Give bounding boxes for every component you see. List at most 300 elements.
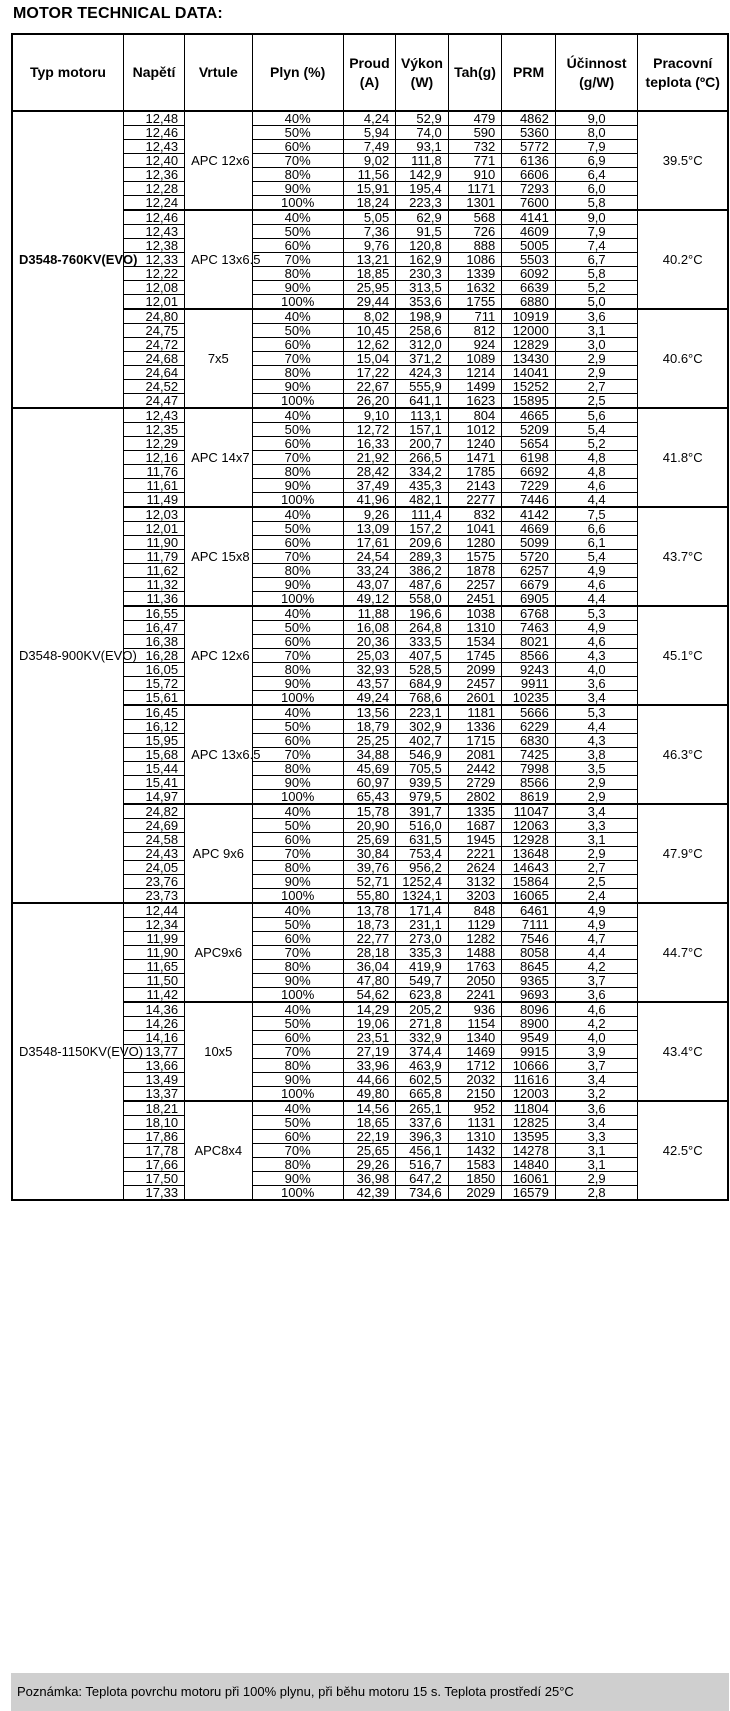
power-cell: 371,2: [396, 352, 449, 366]
rpm-cell: 4609: [502, 225, 556, 239]
efficiency-cell: 3,6: [555, 309, 638, 324]
thrust-cell: 1131: [448, 1116, 502, 1130]
throttle-cell: 60%: [252, 140, 343, 154]
current-cell: 15,04: [343, 352, 396, 366]
efficiency-cell: 4,8: [555, 451, 638, 465]
propeller-cell: APC 14x7: [185, 408, 253, 507]
throttle-cell: 40%: [252, 1101, 343, 1116]
header-efficiency: Účinnost (g/W): [555, 34, 638, 111]
thrust-cell: 1336: [448, 720, 502, 734]
power-cell: 273,0: [396, 932, 449, 946]
current-cell: 12,72: [343, 423, 396, 437]
thrust-cell: 1340: [448, 1031, 502, 1045]
current-cell: 55,80: [343, 889, 396, 904]
current-cell: 18,24: [343, 196, 396, 211]
voltage-cell: 12,35: [123, 423, 184, 437]
power-cell: 196,6: [396, 606, 449, 621]
throttle-cell: 70%: [252, 451, 343, 465]
efficiency-cell: 2,9: [555, 847, 638, 861]
rpm-cell: 6257: [502, 564, 556, 578]
rpm-cell: 14278: [502, 1144, 556, 1158]
power-cell: 391,7: [396, 804, 449, 819]
current-cell: 25,65: [343, 1144, 396, 1158]
rpm-cell: 9243: [502, 663, 556, 677]
thrust-cell: 1469: [448, 1045, 502, 1059]
voltage-cell: 24,69: [123, 819, 184, 833]
thrust-cell: 590: [448, 126, 502, 140]
power-cell: 386,2: [396, 564, 449, 578]
voltage-cell: 17,66: [123, 1158, 184, 1172]
thrust-cell: 2050: [448, 974, 502, 988]
voltage-cell: 11,50: [123, 974, 184, 988]
power-cell: 939,5: [396, 776, 449, 790]
throttle-cell: 100%: [252, 394, 343, 409]
power-cell: 111,8: [396, 154, 449, 168]
power-cell: 62,9: [396, 210, 449, 225]
throttle-cell: 60%: [252, 932, 343, 946]
power-cell: 332,9: [396, 1031, 449, 1045]
propeller-cell: 7x5: [185, 309, 253, 408]
table-row: [12, 111, 728, 126]
efficiency-cell: 5,6: [555, 408, 638, 423]
power-cell: 171,4: [396, 903, 449, 918]
thrust-cell: 3132: [448, 875, 502, 889]
current-cell: 25,03: [343, 649, 396, 663]
current-cell: 32,93: [343, 663, 396, 677]
page-title: MOTOR TECHNICAL DATA:: [13, 5, 223, 22]
throttle-cell: 50%: [252, 1017, 343, 1031]
throttle-cell: 100%: [252, 1186, 343, 1201]
voltage-cell: 12,38: [123, 239, 184, 253]
throttle-cell: 70%: [252, 847, 343, 861]
header-current: Proud (A): [343, 34, 396, 111]
throttle-cell: 70%: [252, 649, 343, 663]
current-cell: 7,36: [343, 225, 396, 239]
thrust-cell: 1280: [448, 536, 502, 550]
efficiency-cell: 2,5: [555, 875, 638, 889]
thrust-cell: 2241: [448, 988, 502, 1003]
power-cell: 198,9: [396, 309, 449, 324]
power-cell: 264,8: [396, 621, 449, 635]
voltage-cell: 12,08: [123, 281, 184, 295]
throttle-cell: 80%: [252, 564, 343, 578]
power-cell: 157,1: [396, 423, 449, 437]
efficiency-cell: 4,4: [555, 493, 638, 508]
power-cell: 979,5: [396, 790, 449, 805]
voltage-cell: 23,76: [123, 875, 184, 889]
voltage-cell: 16,47: [123, 621, 184, 635]
throttle-cell: 50%: [252, 819, 343, 833]
power-cell: 528,5: [396, 663, 449, 677]
power-cell: 407,5: [396, 649, 449, 663]
thrust-cell: 1785: [448, 465, 502, 479]
efficiency-cell: 7,4: [555, 239, 638, 253]
efficiency-cell: 3,5: [555, 762, 638, 776]
power-cell: 313,5: [396, 281, 449, 295]
current-cell: 11,56: [343, 168, 396, 182]
power-cell: 209,6: [396, 536, 449, 550]
voltage-cell: 18,21: [123, 1101, 184, 1116]
efficiency-cell: 4,0: [555, 663, 638, 677]
current-cell: 36,98: [343, 1172, 396, 1186]
thrust-cell: 2032: [448, 1073, 502, 1087]
current-cell: 37,49: [343, 479, 396, 493]
efficiency-cell: 2,9: [555, 776, 638, 790]
thrust-cell: 479: [448, 111, 502, 126]
current-cell: 13,78: [343, 903, 396, 918]
power-cell: 463,9: [396, 1059, 449, 1073]
header-thrust: Tah(g): [448, 34, 502, 111]
throttle-cell: 90%: [252, 677, 343, 691]
voltage-cell: 24,43: [123, 847, 184, 861]
throttle-cell: 50%: [252, 126, 343, 140]
power-cell: 120,8: [396, 239, 449, 253]
current-cell: 22,19: [343, 1130, 396, 1144]
rpm-cell: 8619: [502, 790, 556, 805]
rpm-cell: 8900: [502, 1017, 556, 1031]
efficiency-cell: 3,3: [555, 819, 638, 833]
rpm-cell: 6905: [502, 592, 556, 607]
power-cell: 353,6: [396, 295, 449, 310]
throttle-cell: 80%: [252, 861, 343, 875]
voltage-cell: 11,36: [123, 592, 184, 607]
rpm-cell: 5720: [502, 550, 556, 564]
throttle-cell: 100%: [252, 691, 343, 706]
efficiency-cell: 3,7: [555, 974, 638, 988]
efficiency-cell: 4,9: [555, 564, 638, 578]
current-cell: 22,67: [343, 380, 396, 394]
temperature-cell: 44.7°C: [638, 903, 728, 1002]
rpm-cell: 7463: [502, 621, 556, 635]
power-cell: 631,5: [396, 833, 449, 847]
throttle-cell: 60%: [252, 437, 343, 451]
voltage-cell: 24,75: [123, 324, 184, 338]
efficiency-cell: 3,4: [555, 1116, 638, 1130]
efficiency-cell: 3,1: [555, 324, 638, 338]
efficiency-cell: 9,0: [555, 210, 638, 225]
efficiency-cell: 3,4: [555, 1073, 638, 1087]
header-motor-type: Typ motoru: [12, 34, 123, 111]
thrust-cell: 1041: [448, 522, 502, 536]
throttle-cell: 70%: [252, 1045, 343, 1059]
throttle-cell: 40%: [252, 507, 343, 522]
voltage-cell: 24,58: [123, 833, 184, 847]
throttle-cell: 40%: [252, 606, 343, 621]
efficiency-cell: 4,6: [555, 578, 638, 592]
current-cell: 16,33: [343, 437, 396, 451]
voltage-cell: 15,68: [123, 748, 184, 762]
rpm-cell: 10666: [502, 1059, 556, 1073]
motor-data-table: [11, 33, 729, 1201]
thrust-cell: 952: [448, 1101, 502, 1116]
throttle-cell: 70%: [252, 253, 343, 267]
temperature-cell: 46.3°C: [638, 705, 728, 804]
efficiency-cell: 4,8: [555, 465, 638, 479]
efficiency-cell: 6,7: [555, 253, 638, 267]
voltage-cell: 12,48: [123, 111, 184, 126]
voltage-cell: 13,49: [123, 1073, 184, 1087]
current-cell: 65,43: [343, 790, 396, 805]
thrust-cell: 1089: [448, 352, 502, 366]
thrust-cell: 711: [448, 309, 502, 324]
current-cell: 29,44: [343, 295, 396, 310]
voltage-cell: 17,33: [123, 1186, 184, 1201]
voltage-cell: 11,61: [123, 479, 184, 493]
current-cell: 7,49: [343, 140, 396, 154]
current-cell: 17,61: [343, 536, 396, 550]
efficiency-cell: 2,4: [555, 889, 638, 904]
current-cell: 10,45: [343, 324, 396, 338]
efficiency-cell: 5,8: [555, 196, 638, 211]
efficiency-cell: 5,0: [555, 295, 638, 310]
efficiency-cell: 3,6: [555, 988, 638, 1003]
voltage-cell: 12,46: [123, 210, 184, 225]
power-cell: 200,7: [396, 437, 449, 451]
power-cell: 1252,4: [396, 875, 449, 889]
throttle-cell: 40%: [252, 111, 343, 126]
rpm-cell: 11047: [502, 804, 556, 819]
thrust-cell: 1301: [448, 196, 502, 211]
voltage-cell: 12,22: [123, 267, 184, 281]
efficiency-cell: 5,8: [555, 267, 638, 281]
power-cell: 424,3: [396, 366, 449, 380]
throttle-cell: 100%: [252, 1087, 343, 1102]
voltage-cell: 14,16: [123, 1031, 184, 1045]
voltage-cell: 24,47: [123, 394, 184, 409]
efficiency-cell: 6,4: [555, 168, 638, 182]
rpm-cell: 5503: [502, 253, 556, 267]
rpm-cell: 9915: [502, 1045, 556, 1059]
throttle-cell: 90%: [252, 479, 343, 493]
power-cell: 396,3: [396, 1130, 449, 1144]
voltage-cell: 16,05: [123, 663, 184, 677]
current-cell: 49,24: [343, 691, 396, 706]
thrust-cell: 2029: [448, 1186, 502, 1201]
efficiency-cell: 4,4: [555, 592, 638, 607]
voltage-cell: 12,29: [123, 437, 184, 451]
efficiency-cell: 2,9: [555, 1172, 638, 1186]
efficiency-cell: 3,3: [555, 1130, 638, 1144]
power-cell: 516,0: [396, 819, 449, 833]
motor-type-cell: D3548-900KV(EVO): [12, 408, 123, 903]
rpm-cell: 8021: [502, 635, 556, 649]
thrust-cell: 910: [448, 168, 502, 182]
throttle-cell: 90%: [252, 776, 343, 790]
rpm-cell: 6461: [502, 903, 556, 918]
throttle-cell: 90%: [252, 1073, 343, 1087]
current-cell: 15,91: [343, 182, 396, 196]
efficiency-cell: 4,9: [555, 621, 638, 635]
current-cell: 25,95: [343, 281, 396, 295]
current-cell: 5,05: [343, 210, 396, 225]
throttle-cell: 90%: [252, 182, 343, 196]
rpm-cell: 12003: [502, 1087, 556, 1102]
throttle-cell: 80%: [252, 1158, 343, 1172]
throttle-cell: 50%: [252, 225, 343, 239]
throttle-cell: 60%: [252, 1130, 343, 1144]
throttle-cell: 40%: [252, 903, 343, 918]
rpm-cell: 5209: [502, 423, 556, 437]
voltage-cell: 16,28: [123, 649, 184, 663]
thrust-cell: 2457: [448, 677, 502, 691]
efficiency-cell: 6,0: [555, 182, 638, 196]
efficiency-cell: 3,6: [555, 677, 638, 691]
efficiency-cell: 2,8: [555, 1186, 638, 1201]
throttle-cell: 60%: [252, 734, 343, 748]
current-cell: 54,62: [343, 988, 396, 1003]
power-cell: 665,8: [396, 1087, 449, 1102]
voltage-cell: 15,41: [123, 776, 184, 790]
thrust-cell: 924: [448, 338, 502, 352]
rpm-cell: 8566: [502, 776, 556, 790]
current-cell: 24,54: [343, 550, 396, 564]
rpm-cell: 15895: [502, 394, 556, 409]
power-cell: 289,3: [396, 550, 449, 564]
rpm-cell: 6092: [502, 267, 556, 281]
voltage-cell: 15,44: [123, 762, 184, 776]
power-cell: 641,1: [396, 394, 449, 409]
rpm-cell: 7111: [502, 918, 556, 932]
efficiency-cell: 2,9: [555, 352, 638, 366]
rpm-cell: 7293: [502, 182, 556, 196]
voltage-cell: 13,37: [123, 1087, 184, 1102]
current-cell: 21,92: [343, 451, 396, 465]
voltage-cell: 12,43: [123, 408, 184, 423]
voltage-cell: 11,90: [123, 536, 184, 550]
thrust-cell: 2099: [448, 663, 502, 677]
rpm-cell: 16061: [502, 1172, 556, 1186]
current-cell: 45,69: [343, 762, 396, 776]
footnote: Poznámka: Teplota povrchu motoru při 100% plynu, při běhu motoru 15 s. Teplota prostředí 25°C: [11, 1673, 729, 1711]
rpm-cell: 13595: [502, 1130, 556, 1144]
throttle-cell: 90%: [252, 578, 343, 592]
thrust-cell: 2802: [448, 790, 502, 805]
rpm-cell: 5005: [502, 239, 556, 253]
voltage-cell: 15,72: [123, 677, 184, 691]
efficiency-cell: 2,9: [555, 366, 638, 380]
power-cell: 623,8: [396, 988, 449, 1003]
voltage-cell: 11,49: [123, 493, 184, 508]
current-cell: 18,65: [343, 1116, 396, 1130]
current-cell: 13,56: [343, 705, 396, 720]
voltage-cell: 11,32: [123, 578, 184, 592]
efficiency-cell: 4,3: [555, 734, 638, 748]
thrust-cell: 1038: [448, 606, 502, 621]
voltage-cell: 23,73: [123, 889, 184, 904]
efficiency-cell: 4,9: [555, 918, 638, 932]
power-cell: 435,3: [396, 479, 449, 493]
rpm-cell: 15864: [502, 875, 556, 889]
power-cell: 231,1: [396, 918, 449, 932]
header-throttle: Plyn (%): [252, 34, 343, 111]
voltage-cell: 15,95: [123, 734, 184, 748]
rpm-cell: 14840: [502, 1158, 556, 1172]
power-cell: 52,9: [396, 111, 449, 126]
efficiency-cell: 3,1: [555, 1144, 638, 1158]
throttle-cell: 100%: [252, 790, 343, 805]
voltage-cell: 13,66: [123, 1059, 184, 1073]
efficiency-cell: 5,4: [555, 423, 638, 437]
rpm-cell: 6639: [502, 281, 556, 295]
voltage-cell: 11,90: [123, 946, 184, 960]
thrust-cell: 1432: [448, 1144, 502, 1158]
voltage-cell: 12,24: [123, 196, 184, 211]
thrust-cell: 2451: [448, 592, 502, 607]
voltage-cell: 12,01: [123, 522, 184, 536]
efficiency-cell: 2,7: [555, 380, 638, 394]
power-cell: 456,1: [396, 1144, 449, 1158]
rpm-cell: 4669: [502, 522, 556, 536]
efficiency-cell: 7,5: [555, 507, 638, 522]
rpm-cell: 9693: [502, 988, 556, 1003]
voltage-cell: 17,86: [123, 1130, 184, 1144]
rpm-cell: 6229: [502, 720, 556, 734]
throttle-cell: 60%: [252, 833, 343, 847]
thrust-cell: 1632: [448, 281, 502, 295]
thrust-cell: 1214: [448, 366, 502, 380]
rpm-cell: 8645: [502, 960, 556, 974]
power-cell: 419,9: [396, 960, 449, 974]
motor-type-cell: D3548-760KV(EVO): [12, 111, 123, 408]
rpm-cell: 6606: [502, 168, 556, 182]
temperature-cell: 42.5°C: [638, 1101, 728, 1200]
current-cell: 23,51: [343, 1031, 396, 1045]
efficiency-cell: 4,6: [555, 635, 638, 649]
thrust-cell: 1945: [448, 833, 502, 847]
throttle-cell: 60%: [252, 1031, 343, 1045]
efficiency-cell: 2,5: [555, 394, 638, 409]
efficiency-cell: 3,4: [555, 691, 638, 706]
current-cell: 43,57: [343, 677, 396, 691]
voltage-cell: 24,05: [123, 861, 184, 875]
rpm-cell: 15252: [502, 380, 556, 394]
efficiency-cell: 5,3: [555, 606, 638, 621]
voltage-cell: 16,12: [123, 720, 184, 734]
power-cell: 93,1: [396, 140, 449, 154]
rpm-cell: 7600: [502, 196, 556, 211]
rpm-cell: 11616: [502, 1073, 556, 1087]
rpm-cell: 8566: [502, 649, 556, 663]
voltage-cell: 24,72: [123, 338, 184, 352]
current-cell: 33,96: [343, 1059, 396, 1073]
throttle-cell: 90%: [252, 1172, 343, 1186]
rpm-cell: 12000: [502, 324, 556, 338]
voltage-cell: 11,42: [123, 988, 184, 1003]
thrust-cell: 1745: [448, 649, 502, 663]
voltage-cell: 16,38: [123, 635, 184, 649]
power-cell: 302,9: [396, 720, 449, 734]
current-cell: 27,19: [343, 1045, 396, 1059]
current-cell: 5,94: [343, 126, 396, 140]
efficiency-cell: 4,6: [555, 1002, 638, 1017]
throttle-cell: 80%: [252, 168, 343, 182]
power-cell: 549,7: [396, 974, 449, 988]
current-cell: 20,36: [343, 635, 396, 649]
power-cell: 334,2: [396, 465, 449, 479]
rpm-cell: 4665: [502, 408, 556, 423]
thrust-cell: 2081: [448, 748, 502, 762]
voltage-cell: 11,79: [123, 550, 184, 564]
throttle-cell: 40%: [252, 309, 343, 324]
voltage-cell: 12,44: [123, 903, 184, 918]
current-cell: 9,76: [343, 239, 396, 253]
rpm-cell: 12063: [502, 819, 556, 833]
power-cell: 74,0: [396, 126, 449, 140]
efficiency-cell: 3,4: [555, 804, 638, 819]
current-cell: 11,88: [343, 606, 396, 621]
efficiency-cell: 4,6: [555, 479, 638, 493]
current-cell: 25,69: [343, 833, 396, 847]
